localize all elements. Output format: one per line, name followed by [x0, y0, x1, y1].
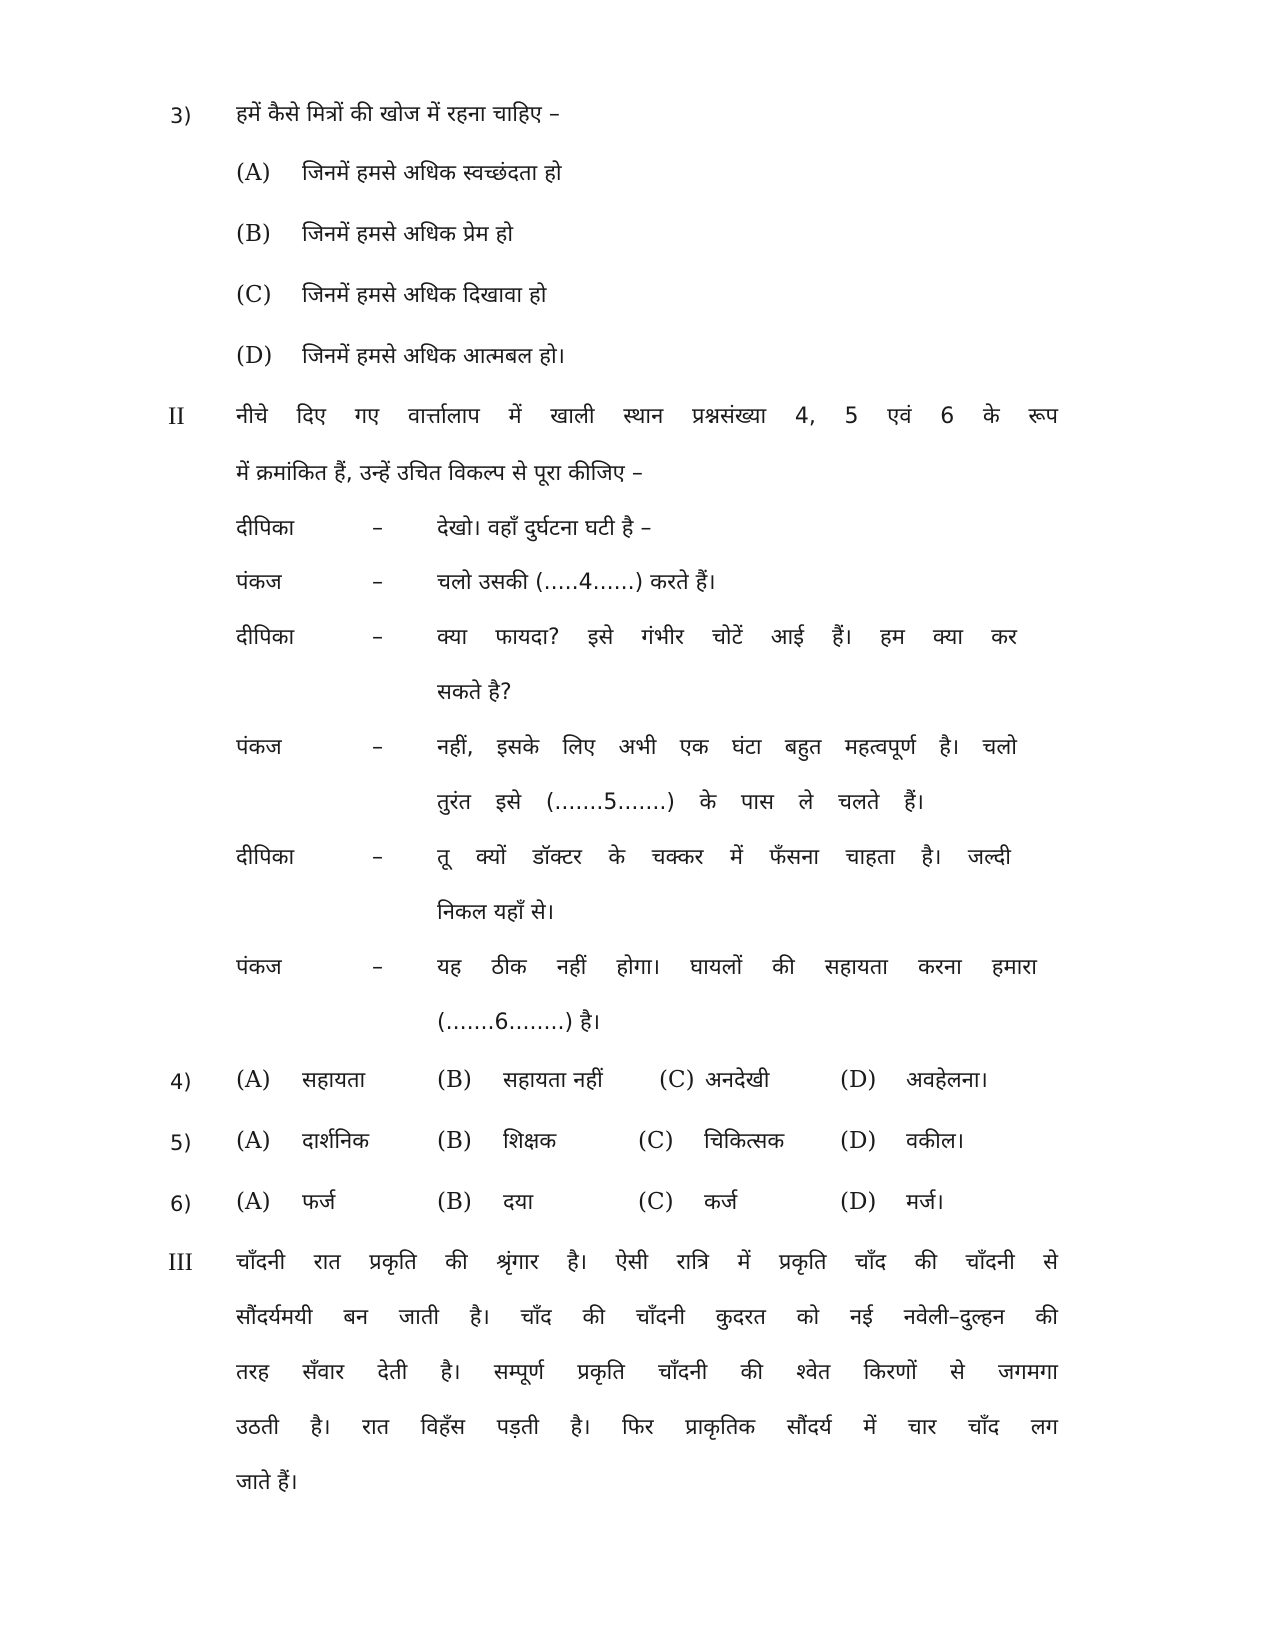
section-numeral: II	[168, 403, 185, 430]
option-label: (D)	[840, 1128, 877, 1154]
option-label: (D)	[840, 1189, 877, 1215]
dialogue-speaker: दीपिका	[236, 516, 295, 541]
passage-line: सौंदर्यमयी बन जाती है। चाँद की चाँदनी कुदरत को नई नवेली–दुल्हन की	[236, 1305, 1058, 1330]
dialogue-speaker: पंकज	[236, 570, 282, 595]
dialogue-line: चलो उसकी (.....4......) करते हैं।	[437, 570, 716, 595]
option-text: जिनमें हमसे अधिक आत्मबल हो।	[302, 344, 566, 369]
dialogue-dash: –	[372, 625, 383, 650]
option-text: जिनमें हमसे अधिक स्वच्छंदता हो	[302, 161, 562, 186]
dialogue-dash: –	[372, 845, 383, 870]
option-label: (C)	[638, 1189, 674, 1215]
question-number: 4)	[170, 1070, 192, 1094]
option-text: अनदेखी	[705, 1068, 770, 1093]
section-numeral: III	[168, 1249, 193, 1276]
option-text: जिनमें हमसे अधिक प्रेम हो	[302, 222, 514, 247]
dialogue-line: सकते है?	[437, 680, 512, 705]
option-text: चिकित्सक	[704, 1129, 785, 1154]
instruction-text: नीचे दिए गए वार्त्तालाप में खाली स्थान प्रश्नसंख्या 4, 5 एवं 6 के रूप	[236, 404, 1058, 429]
option-label: (C)	[659, 1067, 695, 1093]
option-label: (C)	[236, 282, 272, 308]
question-number: 6)	[170, 1192, 192, 1216]
passage-line: चाँदनी रात प्रकृति की श्रृंगार है। ऐसी रात्रि में प्रकृति चाँद की चाँदनी से	[236, 1250, 1058, 1275]
option-label: (A)	[236, 1128, 271, 1154]
question-number: 5)	[170, 1131, 192, 1155]
dialogue-line: (.......6........) है।	[437, 1010, 601, 1035]
dialogue-line: निकल यहाँ से।	[437, 900, 555, 925]
dialogue-dash: –	[372, 570, 383, 595]
question-text: हमें कैसे मित्रों की खोज में रहना चाहिए –	[236, 102, 560, 127]
option-label: (A)	[236, 1067, 271, 1093]
dialogue-speaker: दीपिका	[236, 845, 295, 870]
passage-line: जाते हैं।	[236, 1470, 298, 1495]
option-text: अवहेलना।	[906, 1068, 988, 1093]
option-label: (D)	[840, 1067, 877, 1093]
option-text: फर्ज	[302, 1190, 336, 1215]
dialogue-dash: –	[372, 735, 383, 760]
dialogue-dash: –	[372, 516, 383, 541]
option-label: (C)	[638, 1128, 674, 1154]
option-label: (A)	[236, 160, 271, 186]
dialogue-line: क्या फायदा? इसे गंभीर चोटें आई हैं। हम क्या कर	[437, 625, 1017, 650]
option-text: वकील।	[906, 1129, 965, 1154]
passage-line: तरह सँवार देती है। सम्पूर्ण प्रकृति चाँदनी की श्वेत किरणों से जगमगा	[236, 1360, 1058, 1385]
dialogue-speaker: पंकज	[236, 955, 282, 980]
option-label: (D)	[236, 343, 273, 369]
dialogue-line: तुरंत इसे (.......5.......) के पास ले चलते हैं।	[437, 790, 924, 815]
dialogue-line: देखो। वहाँ दुर्घटना घटी है –	[437, 516, 652, 541]
option-text: दार्शनिक	[302, 1129, 370, 1154]
dialogue-line: नहीं, इसके लिए अभी एक घंटा बहुत महत्वपूर्ण है। चलो	[437, 735, 1017, 760]
option-text: कर्ज	[704, 1190, 738, 1215]
dialogue-line: तू क्यों डॉक्टर के चक्कर में फँसना चाहता है। जल्दी	[437, 845, 1011, 870]
option-label: (B)	[236, 221, 271, 247]
dialogue-speaker: पंकज	[236, 735, 282, 760]
option-text: सहायता नहीं	[503, 1068, 603, 1093]
dialogue-dash: –	[372, 955, 383, 980]
instruction-text: में क्रमांकित हैं, उन्हें उचित विकल्प से पूरा कीजिए –	[236, 461, 643, 486]
option-text: जिनमें हमसे अधिक दिखावा हो	[302, 283, 547, 308]
option-text: सहायता	[302, 1068, 366, 1093]
passage-line: उठती है। रात विहँस पड़ती है। फिर प्राकृतिक सौंदर्य में चार चाँद लग	[236, 1415, 1058, 1440]
option-label: (A)	[236, 1189, 271, 1215]
option-text: शिक्षक	[503, 1129, 557, 1154]
option-text: मर्ज।	[906, 1190, 944, 1215]
option-label: (B)	[437, 1128, 472, 1154]
option-text: दया	[503, 1190, 534, 1215]
option-label: (B)	[437, 1189, 472, 1215]
dialogue-speaker: दीपिका	[236, 625, 295, 650]
question-number: 3)	[170, 104, 192, 128]
option-label: (B)	[437, 1067, 472, 1093]
dialogue-line: यह ठीक नहीं होगा। घायलों की सहायता करना हमारा	[437, 955, 1037, 980]
